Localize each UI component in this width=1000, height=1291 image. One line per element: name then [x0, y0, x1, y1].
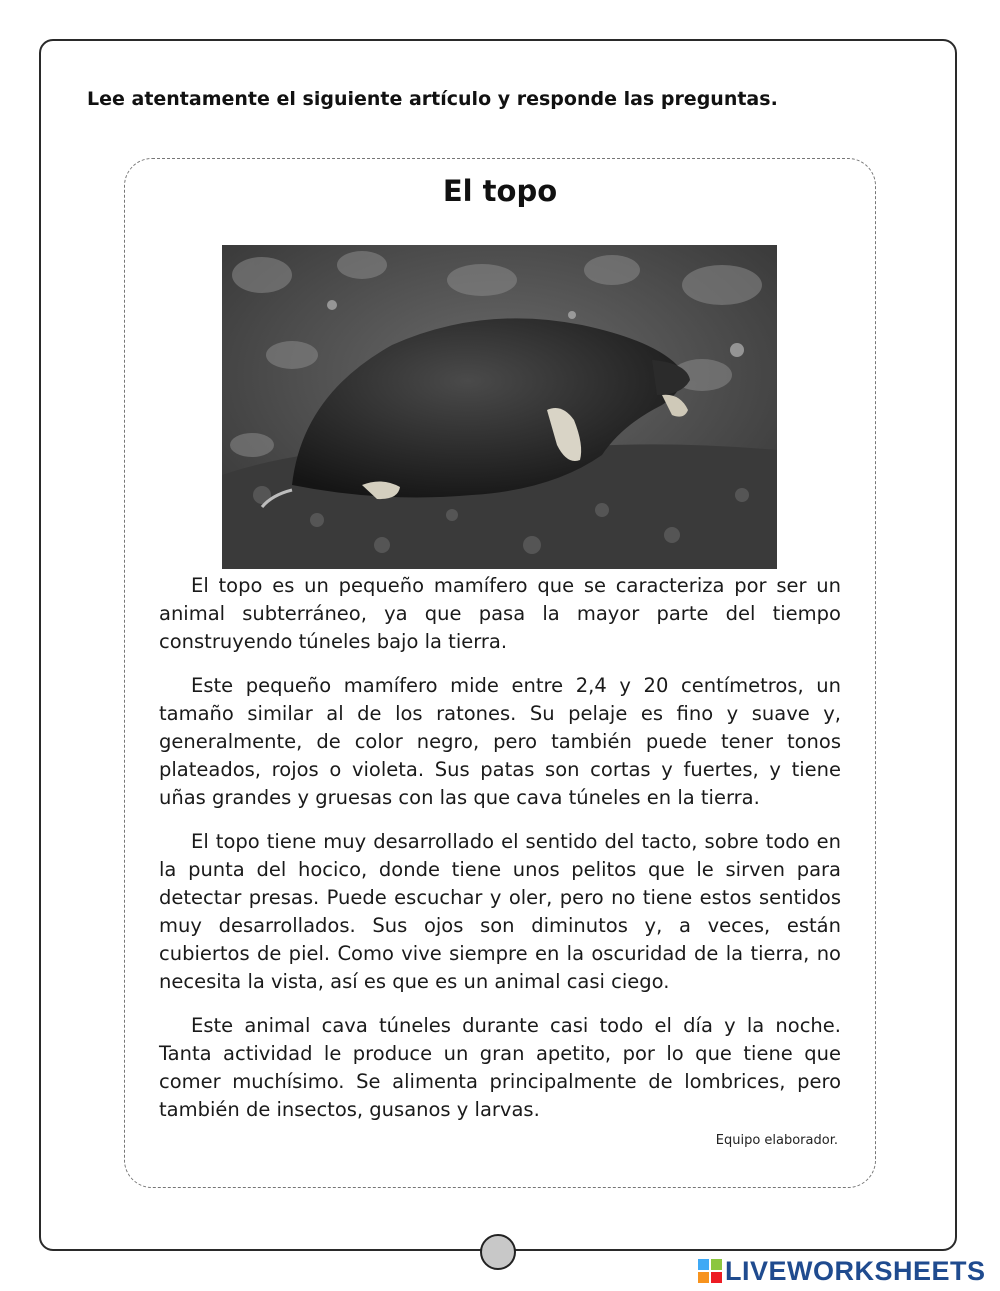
article-author: Equipo elaborador. — [715, 1133, 838, 1148]
article-paragraph: El topo es un pequeño mamífero que se caracteriza por ser un animal subterráneo, ya que pasa la mayor parte del tiempo construyendo túneles bajo la tierra. — [159, 574, 841, 653]
article-paragraph: Este animal cava túneles durante casi todo el día y la noche. Tanta actividad le produce un gran apetito, por lo que tiene que comer muchísimo. Se alimenta principalmente de lombrices, pero también de insectos, gusanos y larvas. — [159, 1014, 841, 1121]
page-indicator[interactable] — [480, 1234, 516, 1270]
article-paragraph: Este pequeño mamífero mide entre 2,4 y 20 centímetros, un tamaño similar al de los ratones. Su pelaje es fino y suave y, generalmente, de color negro, pero también puede tener tonos plateados, rojos o violeta. Sus patas son cortas y fuertes, y tiene uñas grandes y gruesas con las que cava túneles en la tierra. — [159, 674, 841, 809]
mole-photo — [222, 245, 777, 569]
liveworksheets-logo-icon — [698, 1259, 722, 1283]
article-body — [159, 572, 841, 1140]
liveworksheets-brand — [698, 1256, 986, 1286]
brand-name: LIVEWORKSHEETS — [725, 1255, 986, 1286]
article-title: El topo — [442, 174, 558, 208]
article-paragraph: El topo tiene muy desarrollado el sentido del tacto, sobre todo en la punta del hocico, donde tiene unos pelitos que le sirven para detectar presas. Puede escuchar y oler, pero no tiene estos sentidos muy desarrollados. Sus ojos son diminutos y, a veces, están cubiertos de piel. Como vive siempre en la oscuridad de la tierra, no necesita la vista, así es que es un animal casi ciego. — [159, 830, 841, 993]
instruction-text: Lee atentamente el siguiente artículo y responde las preguntas. — [87, 88, 778, 110]
